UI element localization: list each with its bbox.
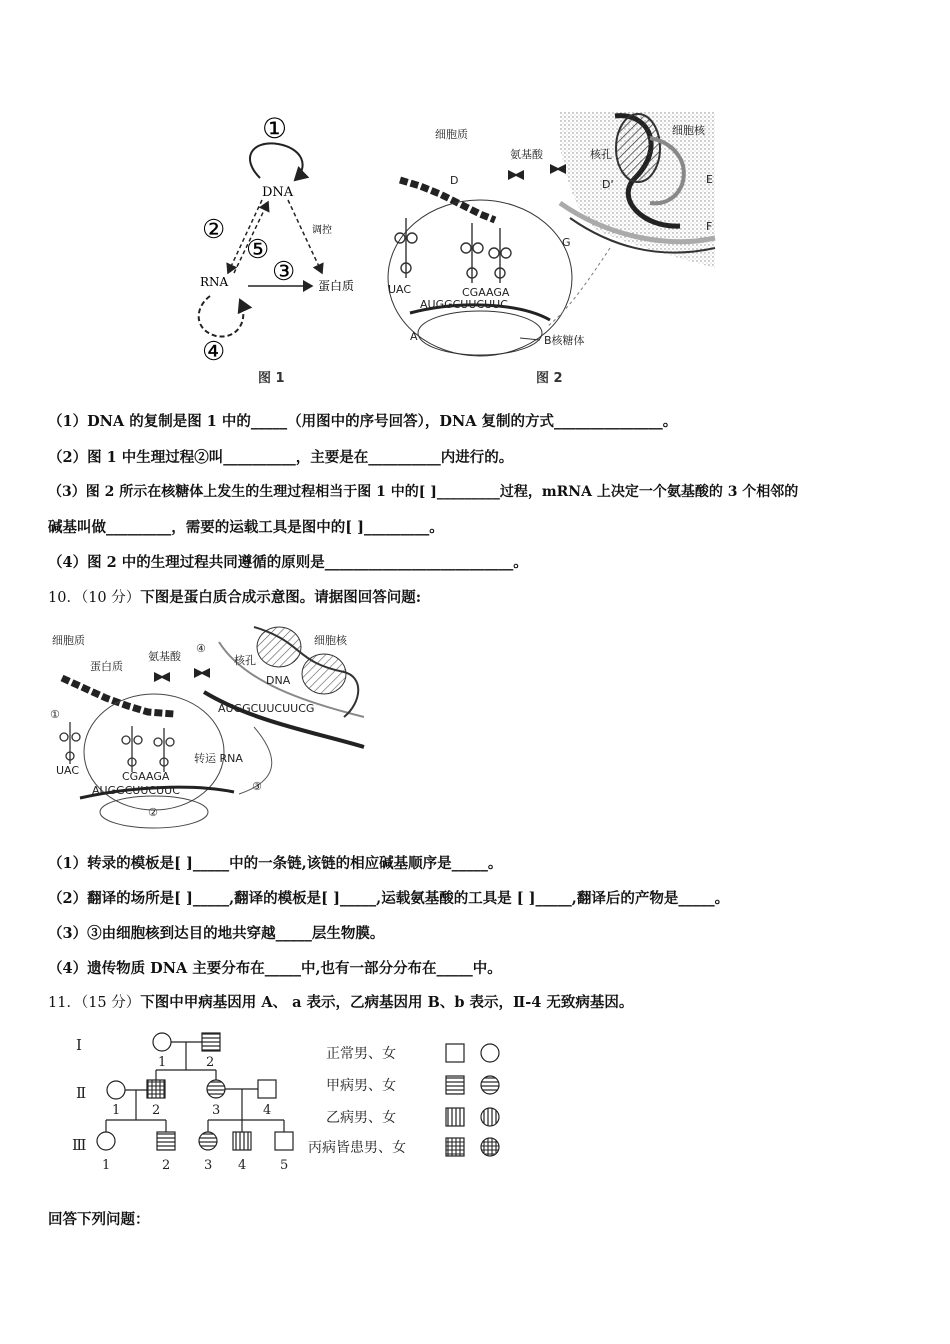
q10-line1: （1）转录的模板是[ ]_____中的一条链,该链的相应碱基顺序是_____。: [48, 855, 503, 872]
I-1-number: 1: [158, 1055, 167, 1070]
trna-left: [395, 218, 417, 278]
III-2-number: 2: [162, 1158, 171, 1173]
q10-label-cytoplasm: 细胞质: [52, 634, 85, 647]
legend-both-male: [446, 1138, 464, 1156]
q11-pedigree-chart: [70, 1028, 510, 1188]
II-3-number: 3: [212, 1103, 221, 1118]
figure1-label-rna: RNA: [200, 275, 229, 289]
II-2-male-both: [147, 1080, 165, 1098]
legend-a-female: [481, 1076, 499, 1094]
q10-label-mrna-seq: AUGGCUUCUUC: [92, 784, 180, 797]
dna-helix-loop: [616, 114, 660, 182]
II-1-female-normal: [107, 1081, 125, 1099]
q9-line2: （2）图 1 中生理过程②叫__________，主要是在__________内进行的。: [48, 449, 514, 466]
q10-trna-right: [154, 728, 174, 772]
q10-figure-protein-synthesis: [44, 622, 374, 832]
mrna-export-path: [548, 248, 610, 326]
legend-normal-male: [446, 1044, 464, 1062]
figure2-label-mrna-seq: AUGGCUUCUUC: [420, 298, 508, 311]
gen-1-label: Ⅰ: [76, 1036, 82, 1054]
legend-a-label: 甲病男、女: [326, 1078, 396, 1094]
q10-label-mrna-seq2: AUGGCUUCUUCG: [218, 702, 315, 715]
q9-line3: （3）图 2 所示在核糖体上发生的生理过程相当于图 1 中的[ ]_________过程，mRNA 上决定一个氨基酸的 3 个相邻的: [48, 484, 799, 500]
rna-replication-loop: [199, 296, 244, 337]
figure1-label-protein: 蛋白质: [318, 279, 355, 293]
amino-acid-icon: [154, 672, 170, 682]
legend-b-male: [446, 1108, 464, 1126]
legend-both-female: [481, 1138, 499, 1156]
III-2-male-a: [157, 1132, 175, 1150]
q10-label-1: ①: [50, 708, 60, 721]
q10-label-nuclear-pore: 核孔: [234, 654, 256, 667]
III-3-female-a: [199, 1132, 217, 1150]
figure2-label-f: F: [706, 220, 713, 233]
replication-loop: [250, 143, 303, 180]
q10-label-codons: CGAAGA: [122, 770, 170, 783]
trna-right: [489, 228, 511, 283]
q9-line4: 碱基叫做_________，需要的运载工具是图中的[ ]_________。: [48, 519, 444, 536]
figure1-label-circle4: ④: [202, 337, 226, 367]
q11-heading: [48, 991, 633, 1012]
figure2-label-d: D: [450, 174, 459, 187]
legend-b-female: [481, 1108, 499, 1126]
III-4-male-b: [233, 1132, 251, 1150]
figure1-label-circle1: ①: [262, 112, 288, 145]
amino-acid-icon: [194, 668, 210, 678]
figure2-label-codons: CGAAGA: [462, 286, 510, 299]
q11-title: 下图中甲病基因用 A、 a 表示，乙病基因用 B、b 表示，Ⅱ-4 无致病基因。: [140, 994, 634, 1011]
III-5-male-normal: [275, 1132, 293, 1150]
figure2-label-d2: D': [602, 178, 614, 191]
III-5-number: 5: [280, 1158, 289, 1173]
q9-line5: （4）图 2 中的生理过程共同遵循的原则是__________________________。: [48, 554, 528, 571]
III-1-number: 1: [102, 1158, 111, 1173]
II-4-number: 4: [263, 1103, 272, 1118]
q10-heading: [48, 586, 421, 607]
q10-label-4: ④: [196, 642, 206, 655]
amino-acid-icon: [508, 170, 524, 180]
q11-number: 11．（15 分）: [48, 995, 141, 1011]
q10-label-nucleus: 细胞核: [314, 634, 347, 647]
III-4-number: 4: [238, 1158, 247, 1173]
figure1-label-circle3: ③: [272, 257, 296, 287]
figure2-label-uac: UAC: [388, 283, 412, 296]
q10-trna-middle: [122, 726, 142, 772]
q11-answer-prompt: 回答下列问题：: [48, 1211, 150, 1228]
figure-2-translation: [380, 108, 720, 388]
I-2-number: 2: [206, 1055, 215, 1070]
q10-label-amino-acid: 氨基酸: [148, 650, 181, 663]
q10-label-3: ③: [252, 780, 262, 793]
I-2-male-a: [202, 1033, 220, 1051]
II-4-male-normal: [258, 1080, 276, 1098]
q10-dna-loop-2: [302, 654, 346, 694]
III-3-number: 3: [204, 1158, 213, 1173]
figure1-label-circle5: ⑤: [246, 235, 270, 265]
q10-title: 下图是蛋白质合成示意图。请据图回答问题:: [140, 589, 422, 606]
q10-line4: （4）遗传物质 DNA 主要分布在_____中,也有一部分分布在_____中。: [48, 960, 502, 977]
q10-nucleus-membrane: [204, 692, 364, 747]
q10-label-protein: 蛋白质: [90, 660, 123, 673]
figure1-label-dna: DNA: [262, 185, 294, 200]
figure1-label-regulate: 调控: [312, 225, 332, 236]
figure2-label-amino-acid: 氨基酸: [510, 148, 543, 161]
q10-line3: （3）③由细胞核到达目的地共穿越_____层生物膜。: [48, 925, 385, 942]
gen-3-label: Ⅲ: [72, 1136, 87, 1154]
III-1-female-normal: [97, 1132, 115, 1150]
legend-a-male: [446, 1076, 464, 1094]
II-1-number: 1: [112, 1103, 121, 1118]
amino-acid-icon: [550, 164, 566, 174]
figure2-label-nuclear-pore: 核孔: [590, 148, 612, 161]
figure-1-central-dogma: [190, 108, 370, 388]
q10-line2: （2）翻译的场所是[ ]_____,翻译的模板是[ ]_____,运载氨基酸的工具是 [ ]_____,翻译后的产物是_____。: [48, 890, 730, 907]
I-1-female-normal: [153, 1033, 171, 1051]
legend-normal-female: [481, 1044, 499, 1062]
figure2-label-g: G: [562, 236, 571, 249]
figure1-label-circle2: ②: [202, 215, 226, 245]
q10-number: 10．（10 分）: [48, 590, 141, 606]
q10-label-2: ②: [148, 806, 158, 819]
figure2-label-cytoplasm: 细胞质: [435, 128, 468, 141]
q10-polypeptide-chain: [62, 678, 174, 714]
figure2-label-nucleus: 细胞核: [672, 124, 705, 137]
figure1-caption: 图 1: [258, 371, 285, 386]
II-2-number: 2: [152, 1103, 161, 1118]
q10-trna-left: [60, 722, 80, 764]
figure2-label-ribosome: B核糖体: [544, 334, 585, 347]
q10-label-trna: 转运 RNA: [194, 752, 243, 765]
legend-both-label: 丙病皆患男、女: [308, 1140, 406, 1156]
figure2-caption: 图 2: [536, 371, 563, 386]
ribosome-small-subunit: [418, 311, 542, 355]
legend-b-label: 乙病男、女: [326, 1110, 396, 1126]
legend-normal-label: 正常男、女: [326, 1046, 396, 1062]
gen-2-label: Ⅱ: [76, 1084, 87, 1102]
q10-label-uac: UAC: [56, 764, 80, 777]
trna-middle: [461, 223, 483, 283]
q10-label-dna: DNA: [266, 674, 291, 687]
figure2-label-e: E: [706, 173, 713, 186]
figure2-label-a: A: [410, 330, 418, 343]
II-3-female-a: [207, 1080, 225, 1098]
q9-line1: （1）DNA 的复制是图 1 中的_____（用图中的序号回答），DNA 复制的方式_______________。: [48, 413, 678, 430]
